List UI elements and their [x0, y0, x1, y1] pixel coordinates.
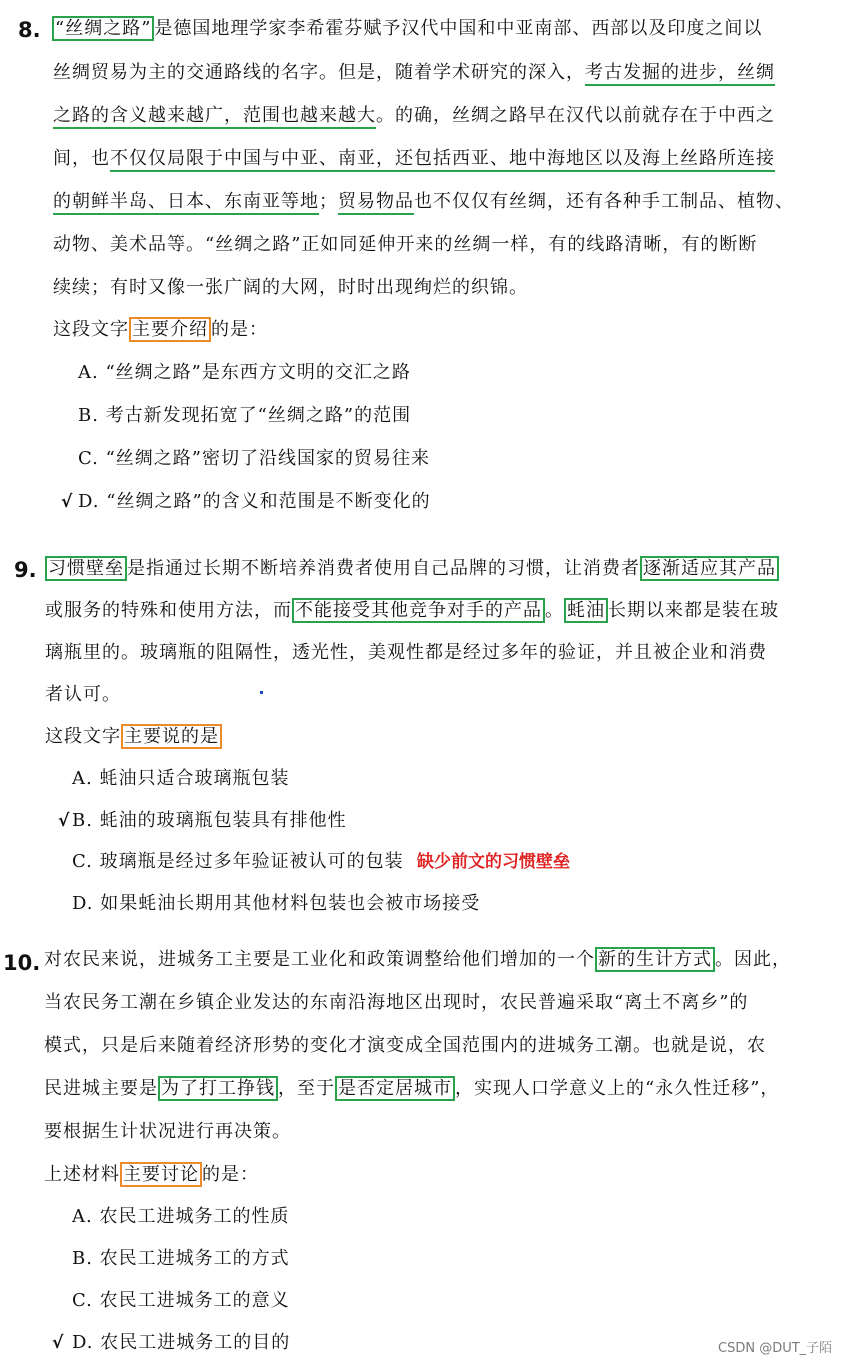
underline-highlight: 之路的含义越来越广，范围也越来越大: [53, 105, 376, 129]
highlight-box: 新的生计方式: [595, 947, 715, 972]
question-prompt: 这段文字 主要说的是: [45, 725, 222, 749]
option-a[interactable]: A. 农民工进城务工的性质: [72, 1206, 290, 1227]
keyword-box: 主要介绍: [129, 317, 211, 342]
passage-line: 模式，只是后来随着经济形势的变化才演变成全国范围内的进城务工潮。也就是说，农: [44, 1035, 766, 1056]
highlight-box: 蚝油: [564, 598, 608, 623]
passage-line: 续续；有时又像一张广阔的大网，时时出现绚烂的织锦。: [53, 277, 528, 298]
passage-line: 璃瓶里的。玻璃瓶的阻隔性，透光性，美观性都是经过多年的验证，并且被企业和消费: [45, 642, 767, 663]
option-a[interactable]: A. “丝绸之路”是东西方文明的交汇之路: [78, 362, 411, 383]
option-b[interactable]: B. 农民工进城务工的方式: [72, 1248, 290, 1269]
check-mark-icon: √: [61, 492, 73, 512]
passage-line: 或服务的特殊和使用方法，而 不能接受其他竞争对手的产品 。 蚝油 长期以来都是装在玻: [45, 600, 779, 621]
passage-line: “丝绸之路” 是德国地理学家李希霍芬赋予汉代中国和中亚南部、西部以及印度之间以: [52, 17, 762, 41]
stray-dot: [260, 691, 263, 694]
highlight-box: 不能接受其他竞争对手的产品: [292, 598, 545, 623]
highlight-box: 是否定居城市: [335, 1076, 455, 1101]
option-b[interactable]: B. 蚝油的玻璃瓶包装具有排他性: [72, 810, 347, 831]
highlight-box: “丝绸之路”: [52, 16, 154, 41]
option-c[interactable]: C. “丝绸之路”密切了沿线国家的贸易往来: [78, 448, 430, 469]
question-number: 9.: [14, 558, 37, 582]
option-c[interactable]: C. 玻璃瓶是经过多年验证被认可的包装 缺少前文的习惯壁垒: [72, 851, 571, 872]
option-d[interactable]: D. 农民工进城务工的目的: [72, 1332, 291, 1353]
passage-line: 的朝鲜半岛、日本、东南亚等地；贸易物品也不仅仅有丝绸，还有各种手工制品、植物、: [53, 190, 794, 214]
keyword-box: 主要说的是: [121, 724, 222, 749]
passage-line: 民进城主要是 为了打工挣钱 ，至于 是否定居城市 ，实现人口学意义上的“永久性迁移”，: [44, 1078, 780, 1099]
check-mark-icon: √: [58, 811, 70, 831]
keyword-box: 主要讨论: [120, 1162, 202, 1187]
passage-line: 当农民务工潮在乡镇企业发达的东南沿海地区出现时，农民普遍采取“离土不离乡”的: [44, 992, 749, 1013]
option-b[interactable]: B. 考古新发现拓宽了“丝绸之路”的范围: [78, 405, 412, 426]
passage-line: 习惯壁垒 是指通过长期不断培养消费者使用自己品牌的习惯，让消费者 逐渐适应其产品: [45, 557, 779, 581]
underline-highlight: 贸易物品: [338, 191, 414, 215]
passage-line: 之路的含义越来越广，范围也越来越大。的确，丝绸之路早在汉代以前就存在于中西之: [53, 104, 775, 128]
option-a[interactable]: A. 蚝油只适合玻璃瓶包装: [72, 768, 290, 789]
passage-line: 要根据生计状况进行再决策。: [44, 1121, 291, 1142]
option-d[interactable]: D. “丝绸之路”的含义和范围是不断变化的: [78, 491, 431, 512]
question-prompt: 这段文字 主要介绍 的是：: [53, 319, 268, 340]
question-prompt: 上述材料 主要讨论 的是：: [44, 1164, 259, 1185]
highlight-box: 习惯壁垒: [45, 556, 127, 581]
question-number: 10.: [3, 951, 41, 975]
passage-line: 丝绸贸易为主的交通路线的名字。但是，随着学术研究的深入，考古发掘的进步，丝绸: [53, 61, 775, 85]
highlight-box: 逐渐适应其产品: [640, 556, 779, 581]
highlight-box: 为了打工挣钱: [158, 1076, 278, 1101]
watermark: CSDN @DUT_子陌: [718, 1341, 833, 1356]
passage-line: 间，也不仅仅局限于中国与中亚、南亚，还包括西亚、地中海地区以及海上丝路所连接: [53, 147, 775, 171]
question-number: 8.: [18, 18, 41, 42]
underline-highlight: 的朝鲜半岛、日本、东南亚等地: [53, 191, 319, 215]
underline-highlight: 考古发掘的进步，丝绸: [585, 62, 775, 86]
red-annotation: 缺少前文的习惯壁垒: [417, 852, 571, 872]
underline-highlight: 不仅仅局限于中国与中亚、南亚，还包括西亚、地中海地区以及海上丝路所连接: [110, 148, 775, 172]
check-mark-icon: √: [52, 1333, 64, 1353]
option-d[interactable]: D. 如果蚝油长期用其他材料包装也会被市场接受: [72, 893, 481, 914]
passage-line: 动物、美术品等。“丝绸之路”正如同延伸开来的丝绸一样，有的线路清晰，有的断断: [53, 234, 758, 255]
passage-line: 者认可。: [45, 684, 121, 705]
option-c[interactable]: C. 农民工进城务工的意义: [72, 1290, 290, 1311]
passage-line: 对农民来说，进城务工主要是工业化和政策调整给他们增加的一个 新的生计方式 。因此，: [44, 949, 791, 970]
